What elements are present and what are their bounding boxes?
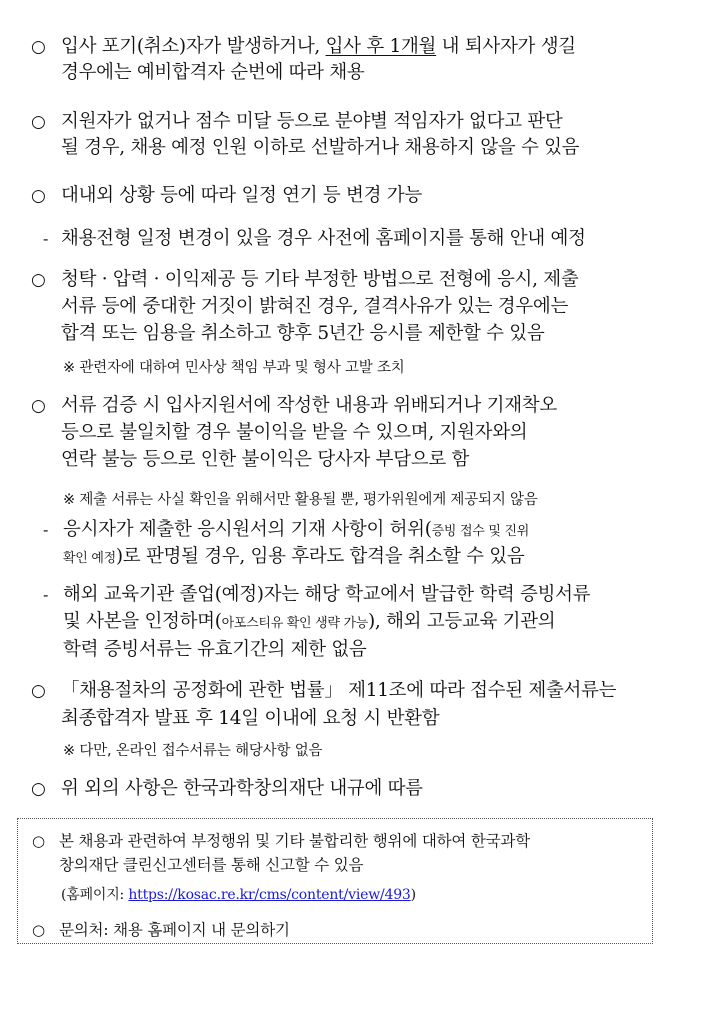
item-1-underlined: 입사 후 1개월 bbox=[325, 36, 437, 57]
bullet-icon: ○ bbox=[31, 186, 46, 206]
homepage-link[interactable]: https://kosac.re.kr/cms/content/view/493 bbox=[128, 887, 411, 903]
item-7-text-b: )로 판명될 경우, 임용 후라도 합격을 취소할 수 있음 bbox=[115, 546, 525, 567]
dash-marker: - bbox=[43, 520, 49, 539]
item-8-line-2 bbox=[63, 609, 555, 637]
item-8-line-3: 학력 증빙서류는 유효기간의 제한 없음 bbox=[63, 639, 367, 660]
item-8-small: 아포스티유 확인 생략 가능 bbox=[221, 616, 368, 631]
box-homepage-line bbox=[61, 883, 416, 907]
box-line-2: 창의재단 클린신고센터를 통해 신고할 수 있음 bbox=[59, 856, 364, 874]
item-5-note: ※ 관련자에 대하여 민사상 책임 부과 및 형사 고발 조치 bbox=[63, 360, 405, 376]
bullet-icon: ○ bbox=[31, 270, 46, 290]
item-7-text-a: 응시자가 제출한 응시원서의 기재 사항이 허위( bbox=[63, 519, 432, 540]
item-7-small-b: 확인 예정 bbox=[63, 551, 116, 566]
item-1-line-2: 경우에는 예비합격자 순번에 따라 채용 bbox=[61, 62, 365, 83]
item-7-small-a: 증빙 접수 및 진위 bbox=[431, 524, 529, 539]
item-1-text-b: 내 퇴사자가 생길 bbox=[436, 36, 576, 57]
item-6-line-1: 서류 검증 시 입사지원서에 작성한 내용과 위배되거나 기재착오 bbox=[61, 395, 557, 416]
homepage-suffix: ) bbox=[410, 887, 416, 903]
bullet-icon: ○ bbox=[31, 396, 46, 416]
item-10-line-1: 위 외의 사항은 한국과학창의재단 내규에 따름 bbox=[61, 778, 423, 799]
item-1-text-a: 입사 포기(취소)자가 발생하거나, bbox=[61, 36, 326, 57]
bullet-icon: ○ bbox=[31, 37, 46, 57]
item-6-line-2: 등으로 불일치할 경우 불이익을 받을 수 있으며, 지원자와의 bbox=[61, 422, 528, 443]
item-2-line-2: 될 경우, 채용 예정 인원 이하로 선발하거나 채용하지 않을 수 있음 bbox=[61, 137, 580, 158]
dash-marker: - bbox=[43, 229, 49, 248]
bullet-icon: ○ bbox=[32, 921, 46, 939]
report-notice-box bbox=[17, 818, 653, 944]
item-6-line-3: 연락 불능 등으로 인한 불이익은 당사자 부담으로 함 bbox=[61, 449, 470, 470]
item-7-line-2 bbox=[63, 544, 524, 572]
item-7-line-1 bbox=[63, 517, 529, 545]
dash-marker: - bbox=[43, 585, 49, 604]
item-2-line-1: 지원자가 없거나 점수 미달 등으로 분야별 적임자가 없다고 판단 bbox=[61, 111, 563, 132]
contact-line: 문의처: 채용 홈페이지 내 문의하기 bbox=[59, 921, 290, 939]
item-4-line-1: 채용전형 일정 변경이 있을 경우 사전에 홈페이지를 통해 안내 예정 bbox=[61, 228, 586, 249]
item-8-line-1: 해외 교육기관 졸업(예정)자는 해당 학교에서 발급한 학력 증빙서류 bbox=[63, 584, 591, 605]
item-9-line-2: 최종합격자 발표 후 14일 이내에 요청 시 반환함 bbox=[61, 708, 440, 729]
item-3-line-1: 대내외 상황 등에 따라 일정 연기 등 변경 가능 bbox=[61, 185, 422, 206]
bullet-icon: ○ bbox=[31, 779, 46, 799]
box-line-1: 본 채용과 관련하여 부정행위 및 기타 불합리한 행위에 대하여 한국과학 bbox=[59, 832, 530, 850]
item-8-text-a: 및 사본을 인정하며( bbox=[63, 611, 222, 632]
item-5-line-3: 합격 또는 임용을 취소하고 향후 5년간 응시를 제한할 수 있음 bbox=[61, 323, 545, 344]
item-6-note: ※ 제출 서류는 사실 확인을 위해서만 활용될 뿐, 평가위원에게 제공되지 않음 bbox=[63, 492, 538, 508]
item-1-line-1 bbox=[61, 34, 649, 60]
item-5-line-1: 청탁 · 압력 · 이익제공 등 기타 부정한 방법으로 전형에 응시, 제출 bbox=[61, 269, 579, 290]
homepage-prefix: (홈페이지: bbox=[61, 887, 129, 903]
bullet-icon: ○ bbox=[32, 832, 46, 850]
item-9-note: ※ 다만, 온라인 접수서류는 해당사항 없음 bbox=[63, 743, 323, 759]
item-5-line-2: 서류 등에 중대한 거짓이 밝혀진 경우, 결격사유가 있는 경우에는 bbox=[61, 296, 569, 317]
bullet-icon: ○ bbox=[31, 112, 46, 132]
item-8-text-b: ), 해외 고등교육 기관의 bbox=[368, 611, 556, 632]
bullet-icon: ○ bbox=[31, 681, 46, 701]
item-9-line-1: 「채용절차의 공정화에 관한 법률」 제11조에 따라 접수된 제출서류는 bbox=[61, 680, 617, 701]
